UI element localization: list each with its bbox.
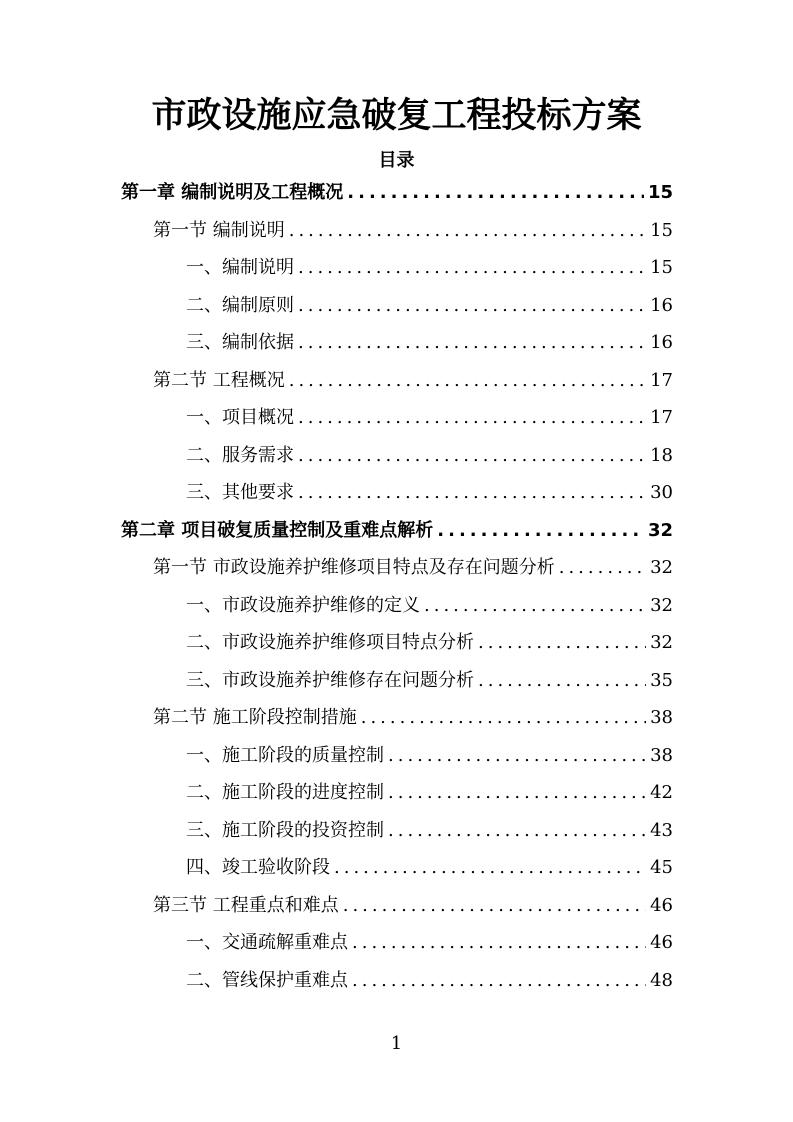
toc-entry[interactable] — [186, 962, 673, 999]
toc-entry-page: 42 — [650, 782, 673, 803]
toc-entry-page: 16 — [650, 294, 673, 316]
toc-leader-dots — [289, 362, 646, 399]
toc-entry[interactable] — [153, 212, 673, 249]
toc-entry[interactable] — [153, 699, 673, 736]
toc-entry[interactable] — [121, 174, 673, 211]
toc-entry[interactable] — [153, 549, 673, 586]
toc-leader-dots — [298, 324, 646, 361]
toc-entry-page: 32 — [647, 519, 673, 541]
toc-entry[interactable] — [186, 587, 673, 624]
toc-entry-label: 三、其他要求 — [186, 482, 294, 503]
page-number: 1 — [390, 1033, 403, 1054]
toc-entry-label: 三、施工阶段的投资控制 — [186, 819, 384, 841]
toc-entry-label: 第二节 施工阶段控制措施 — [153, 707, 357, 728]
toc-leader-dots — [298, 437, 646, 474]
toc-entry[interactable] — [186, 324, 673, 361]
toc-entry-label: 第一章 编制说明及工程概况 — [121, 182, 344, 203]
toc-entry-label: 一、市政设施养护维修的定义 — [186, 594, 420, 616]
toc-leader-dots — [388, 774, 646, 811]
toc-entry[interactable] — [186, 624, 673, 661]
toc-leader-dots — [559, 549, 646, 586]
toc-leader-dots — [352, 924, 646, 961]
toc-leader-dots — [352, 962, 646, 999]
toc-leader-dots — [424, 587, 646, 624]
toc-entry-label: 一、编制说明 — [186, 257, 294, 278]
toc-leader-dots — [343, 887, 646, 924]
toc-heading: 目录 — [378, 150, 415, 171]
toc-entry-label: 一、施工阶段的质量控制 — [186, 744, 384, 766]
document-title: 市政设施应急破复工程投标方案 — [151, 96, 642, 136]
toc-entry-label: 第一节 市政设施养护维修项目特点及存在问题分析 — [153, 557, 555, 578]
toc-entry[interactable] — [186, 849, 673, 886]
toc-leader-dots — [334, 849, 646, 886]
toc-entry-page: 38 — [650, 707, 673, 728]
toc-entry-label: 二、市政设施养护维修项目特点分析 — [186, 632, 474, 653]
toc-entry[interactable] — [186, 812, 673, 849]
toc-entry-page: 43 — [650, 819, 673, 841]
toc-entry-page: 30 — [650, 482, 673, 503]
toc-entry[interactable] — [153, 362, 673, 399]
toc-entry-page: 32 — [650, 632, 673, 653]
toc-entry-page: 38 — [650, 744, 673, 766]
toc-entry-label: 二、编制原则 — [186, 294, 294, 316]
toc-entry[interactable] — [186, 249, 673, 286]
toc-entry-label: 一、交通疏解重难点 — [186, 932, 348, 953]
toc-leader-dots — [478, 662, 646, 699]
toc-entry-label: 一、项目概况 — [186, 407, 294, 428]
toc-leader-dots — [388, 737, 646, 774]
toc-entry-page: 45 — [650, 857, 673, 878]
toc-entry-page: 46 — [650, 932, 673, 953]
toc-entry-label: 第二节 工程概况 — [153, 369, 285, 391]
toc-entry-page: 17 — [650, 369, 673, 391]
toc-entry-page: 32 — [650, 557, 673, 578]
toc-entry-page: 15 — [650, 257, 673, 278]
toc-entry-page: 18 — [650, 444, 673, 466]
toc-leader-dots — [298, 474, 646, 511]
toc-entry[interactable] — [186, 662, 673, 699]
toc-entry-label: 二、管线保护重难点 — [186, 969, 348, 991]
toc-entry[interactable] — [186, 924, 673, 961]
toc-entry[interactable] — [153, 887, 673, 924]
toc-entry[interactable] — [186, 737, 673, 774]
toc-entry[interactable] — [186, 474, 673, 511]
toc-entry-page: 35 — [650, 669, 673, 691]
toc-entry[interactable] — [186, 399, 673, 436]
toc-entry-page: 15 — [647, 182, 673, 203]
toc-entry-label: 二、服务需求 — [186, 444, 294, 466]
toc-leader-dots — [298, 287, 646, 324]
toc-entry-page: 15 — [650, 219, 673, 241]
toc-entry-page: 48 — [650, 969, 673, 991]
toc-entry-label: 第三节 工程重点和难点 — [153, 894, 339, 916]
toc-entry-page: 17 — [650, 407, 673, 428]
toc-entry-label: 四、竣工验收阶段 — [186, 857, 330, 878]
toc-entry-page: 46 — [650, 894, 673, 916]
toc-entry-label: 第一节 编制说明 — [153, 219, 285, 241]
toc-leader-dots — [289, 212, 646, 249]
toc-entry[interactable] — [186, 774, 673, 811]
toc-leader-dots — [298, 249, 646, 286]
toc-leader-dots — [361, 699, 646, 736]
toc-leader-dots — [437, 512, 644, 549]
toc-leader-dots — [298, 399, 646, 436]
toc-entry[interactable] — [121, 512, 673, 549]
toc-entry-page: 32 — [650, 594, 673, 616]
toc-entry-page: 16 — [650, 332, 673, 353]
toc-leader-dots — [347, 174, 644, 211]
toc-entry[interactable] — [186, 287, 673, 324]
toc-entry-label: 三、市政设施养护维修存在问题分析 — [186, 669, 474, 691]
toc-entry[interactable] — [186, 437, 673, 474]
toc-entry-label: 二、施工阶段的进度控制 — [186, 782, 384, 803]
toc-entry-label: 第二章 项目破复质量控制及重难点解析 — [121, 519, 434, 541]
toc-entry-label: 三、编制依据 — [186, 332, 294, 353]
toc-leader-dots — [388, 812, 646, 849]
toc-leader-dots — [478, 624, 646, 661]
